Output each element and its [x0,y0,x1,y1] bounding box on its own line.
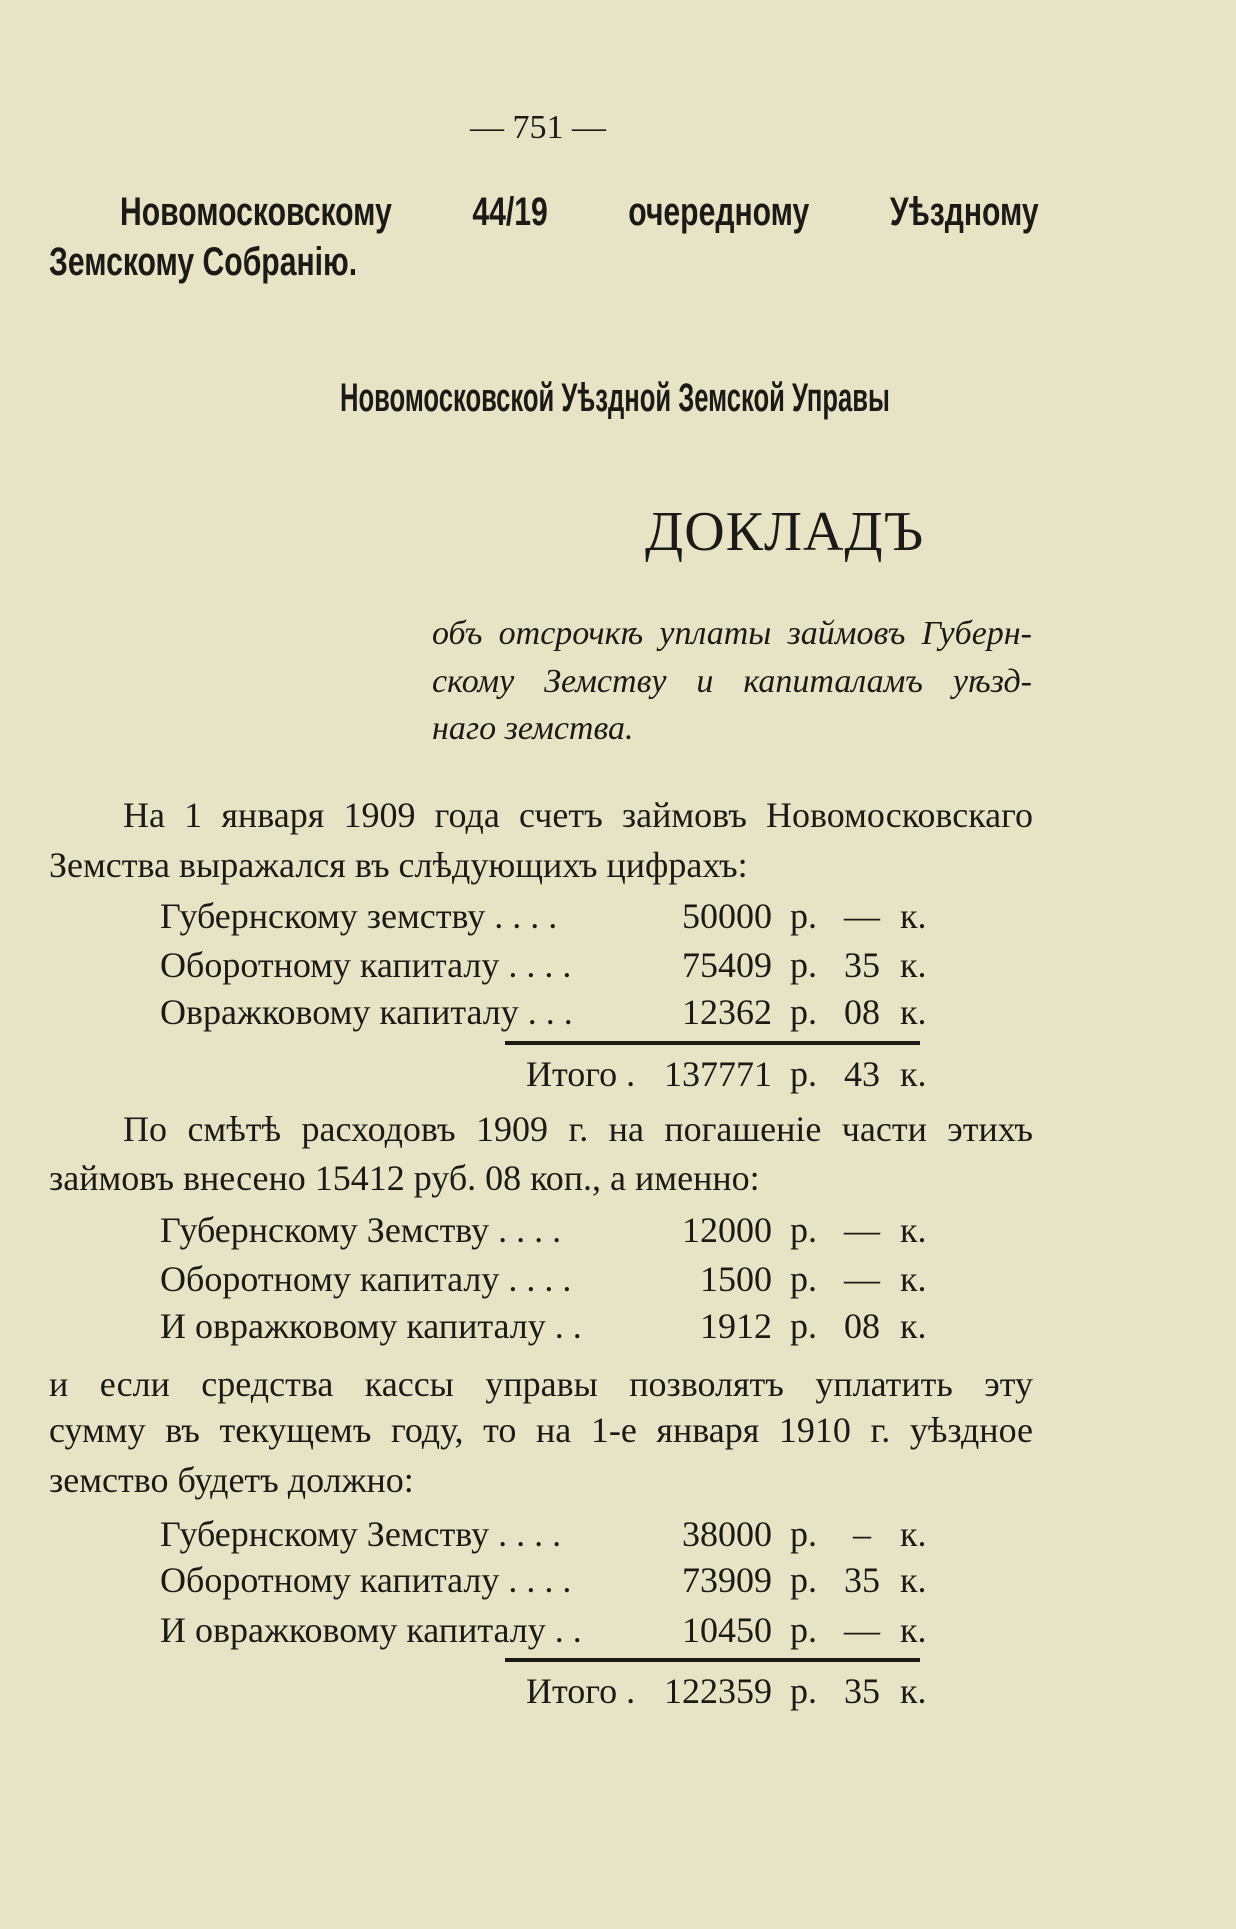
paragraph-1-line-2: Земства выражался въ слѣдующихъ цифрахъ: [49,845,748,885]
title-line-2: Земскому Собранію. [49,240,358,284]
row-k-text: к. [900,1210,927,1250]
table1-row [160,990,927,1034]
table3-total-row [160,1669,927,1713]
row-amt-text: 12000 [682,1210,772,1250]
row-r-text: р. [790,945,817,985]
row-lbl-text: Губернскому Земству . . . . [160,1514,562,1554]
sum-rule [505,1658,920,1662]
row-lbl-text: Оборотному капиталу . . . . [160,1259,572,1299]
paragraph-3-line-1: и если средства кассы управы позволятъ уплатить эту [49,1364,1033,1404]
row-r-text: р. [790,1259,817,1299]
row-amt-text: 12362 [682,992,772,1032]
row-r-text: р. [790,1210,817,1250]
row-k-text: к. [900,1259,927,1299]
row-amt-text: 75409 [682,945,772,985]
row-kop-text: 35 [844,945,880,985]
row-lbl-text: Оборотному капиталу . . . . [160,945,572,985]
row-k-text: к. [900,992,927,1032]
row-k-text: к. [900,896,927,936]
row-amt-text: 1912 [700,1306,772,1346]
row-kop-text: – [853,1514,871,1554]
table1-row [160,894,927,938]
row-lbl-text: И овражковому капиталу . . [160,1610,582,1650]
row-k-text: к. [900,1514,927,1554]
row-kop-text: — [844,896,880,936]
sum-rule [505,1041,920,1045]
page-number: — 751 — [470,109,606,146]
row-r-text: р. [790,1306,817,1346]
row-kop-text: — [844,1610,880,1650]
row-k-text: к. [900,945,927,985]
row-amt-text: 50000 [682,896,772,936]
row-kop-text: — [844,1210,880,1250]
row-kop-text: 08 [844,992,880,1032]
row-amt-text: 73909 [682,1560,772,1600]
row-lbl-text: Губернскому земству . . . . [160,896,558,936]
row-r-text: р. [790,1671,817,1711]
row-k-text: к. [900,1054,927,1094]
row-amt-text: 38000 [682,1514,772,1554]
row-r-text: р. [790,1514,817,1554]
paragraph-1-line-1: На 1 января 1909 года счетъ займовъ Новомосковскаго [123,795,1033,835]
table1-total-row [160,1052,927,1096]
table2-row [160,1304,927,1348]
table2-row [160,1257,927,1301]
row-k-text: к. [900,1610,927,1650]
row-kop-text: 43 [844,1054,880,1094]
document-type-heading: ДОКЛАДЪ [645,501,925,563]
row-lbl-text: Овражковому капиталу . . . [160,992,573,1032]
paragraph-3-line-3: земство будетъ должно: [49,1460,414,1500]
row-kop-text: 35 [844,1671,880,1711]
row-r-text: р. [790,1610,817,1650]
row-k-text: к. [900,1306,927,1346]
row-amt-text: 1500 [700,1259,772,1299]
table3-row [160,1558,927,1602]
row-amt-text: 122359 [664,1671,772,1711]
row-k-text: к. [900,1560,927,1600]
row-kop-text: 35 [844,1560,880,1600]
row-lbl-text: Оборотному капиталу . . . . [160,1560,572,1600]
title-line-1: Новомосковскому 44/19 очередному Уѣздному [120,190,1039,234]
table3-row [160,1512,927,1556]
row-lbl-text: И овражковому капиталу . . [160,1306,582,1346]
row-lbl-text: Итого . [526,1054,636,1094]
table3-row [160,1608,927,1652]
table2-row [160,1208,927,1252]
row-r-text: р. [790,1560,817,1600]
row-kop-text: 08 [844,1306,880,1346]
row-lbl-text: Итого . [526,1671,636,1711]
subject-line-2: скому Земству и капиталамъ уѣзд- [432,663,1032,700]
subject-line-3: наго земства. [432,710,634,747]
row-k-text: к. [900,1671,927,1711]
authority-heading: Новомосковской Уѣздной Земской Управы [340,376,890,420]
table1-row [160,943,927,987]
row-amt-text: 10450 [682,1610,772,1650]
subject-line-1: объ отсрочкѣ уплаты займовъ Губерн- [432,615,1032,652]
row-r-text: р. [790,992,817,1032]
paragraph-2-line-1: По смѣтѣ расходовъ 1909 г. на погашеніе части этихъ [123,1109,1033,1149]
paragraph-2-line-2: займовъ внесено 15412 руб. 08 коп., а именно: [49,1158,760,1198]
row-kop-text: — [844,1259,880,1299]
row-r-text: р. [790,1054,817,1094]
paragraph-3-line-2: сумму въ текущемъ году, то на 1-е января 1910 г. уѣздное [49,1410,1033,1450]
row-r-text: р. [790,896,817,936]
row-lbl-text: Губернскому Земству . . . . [160,1210,562,1250]
row-amt-text: 137771 [664,1054,772,1094]
